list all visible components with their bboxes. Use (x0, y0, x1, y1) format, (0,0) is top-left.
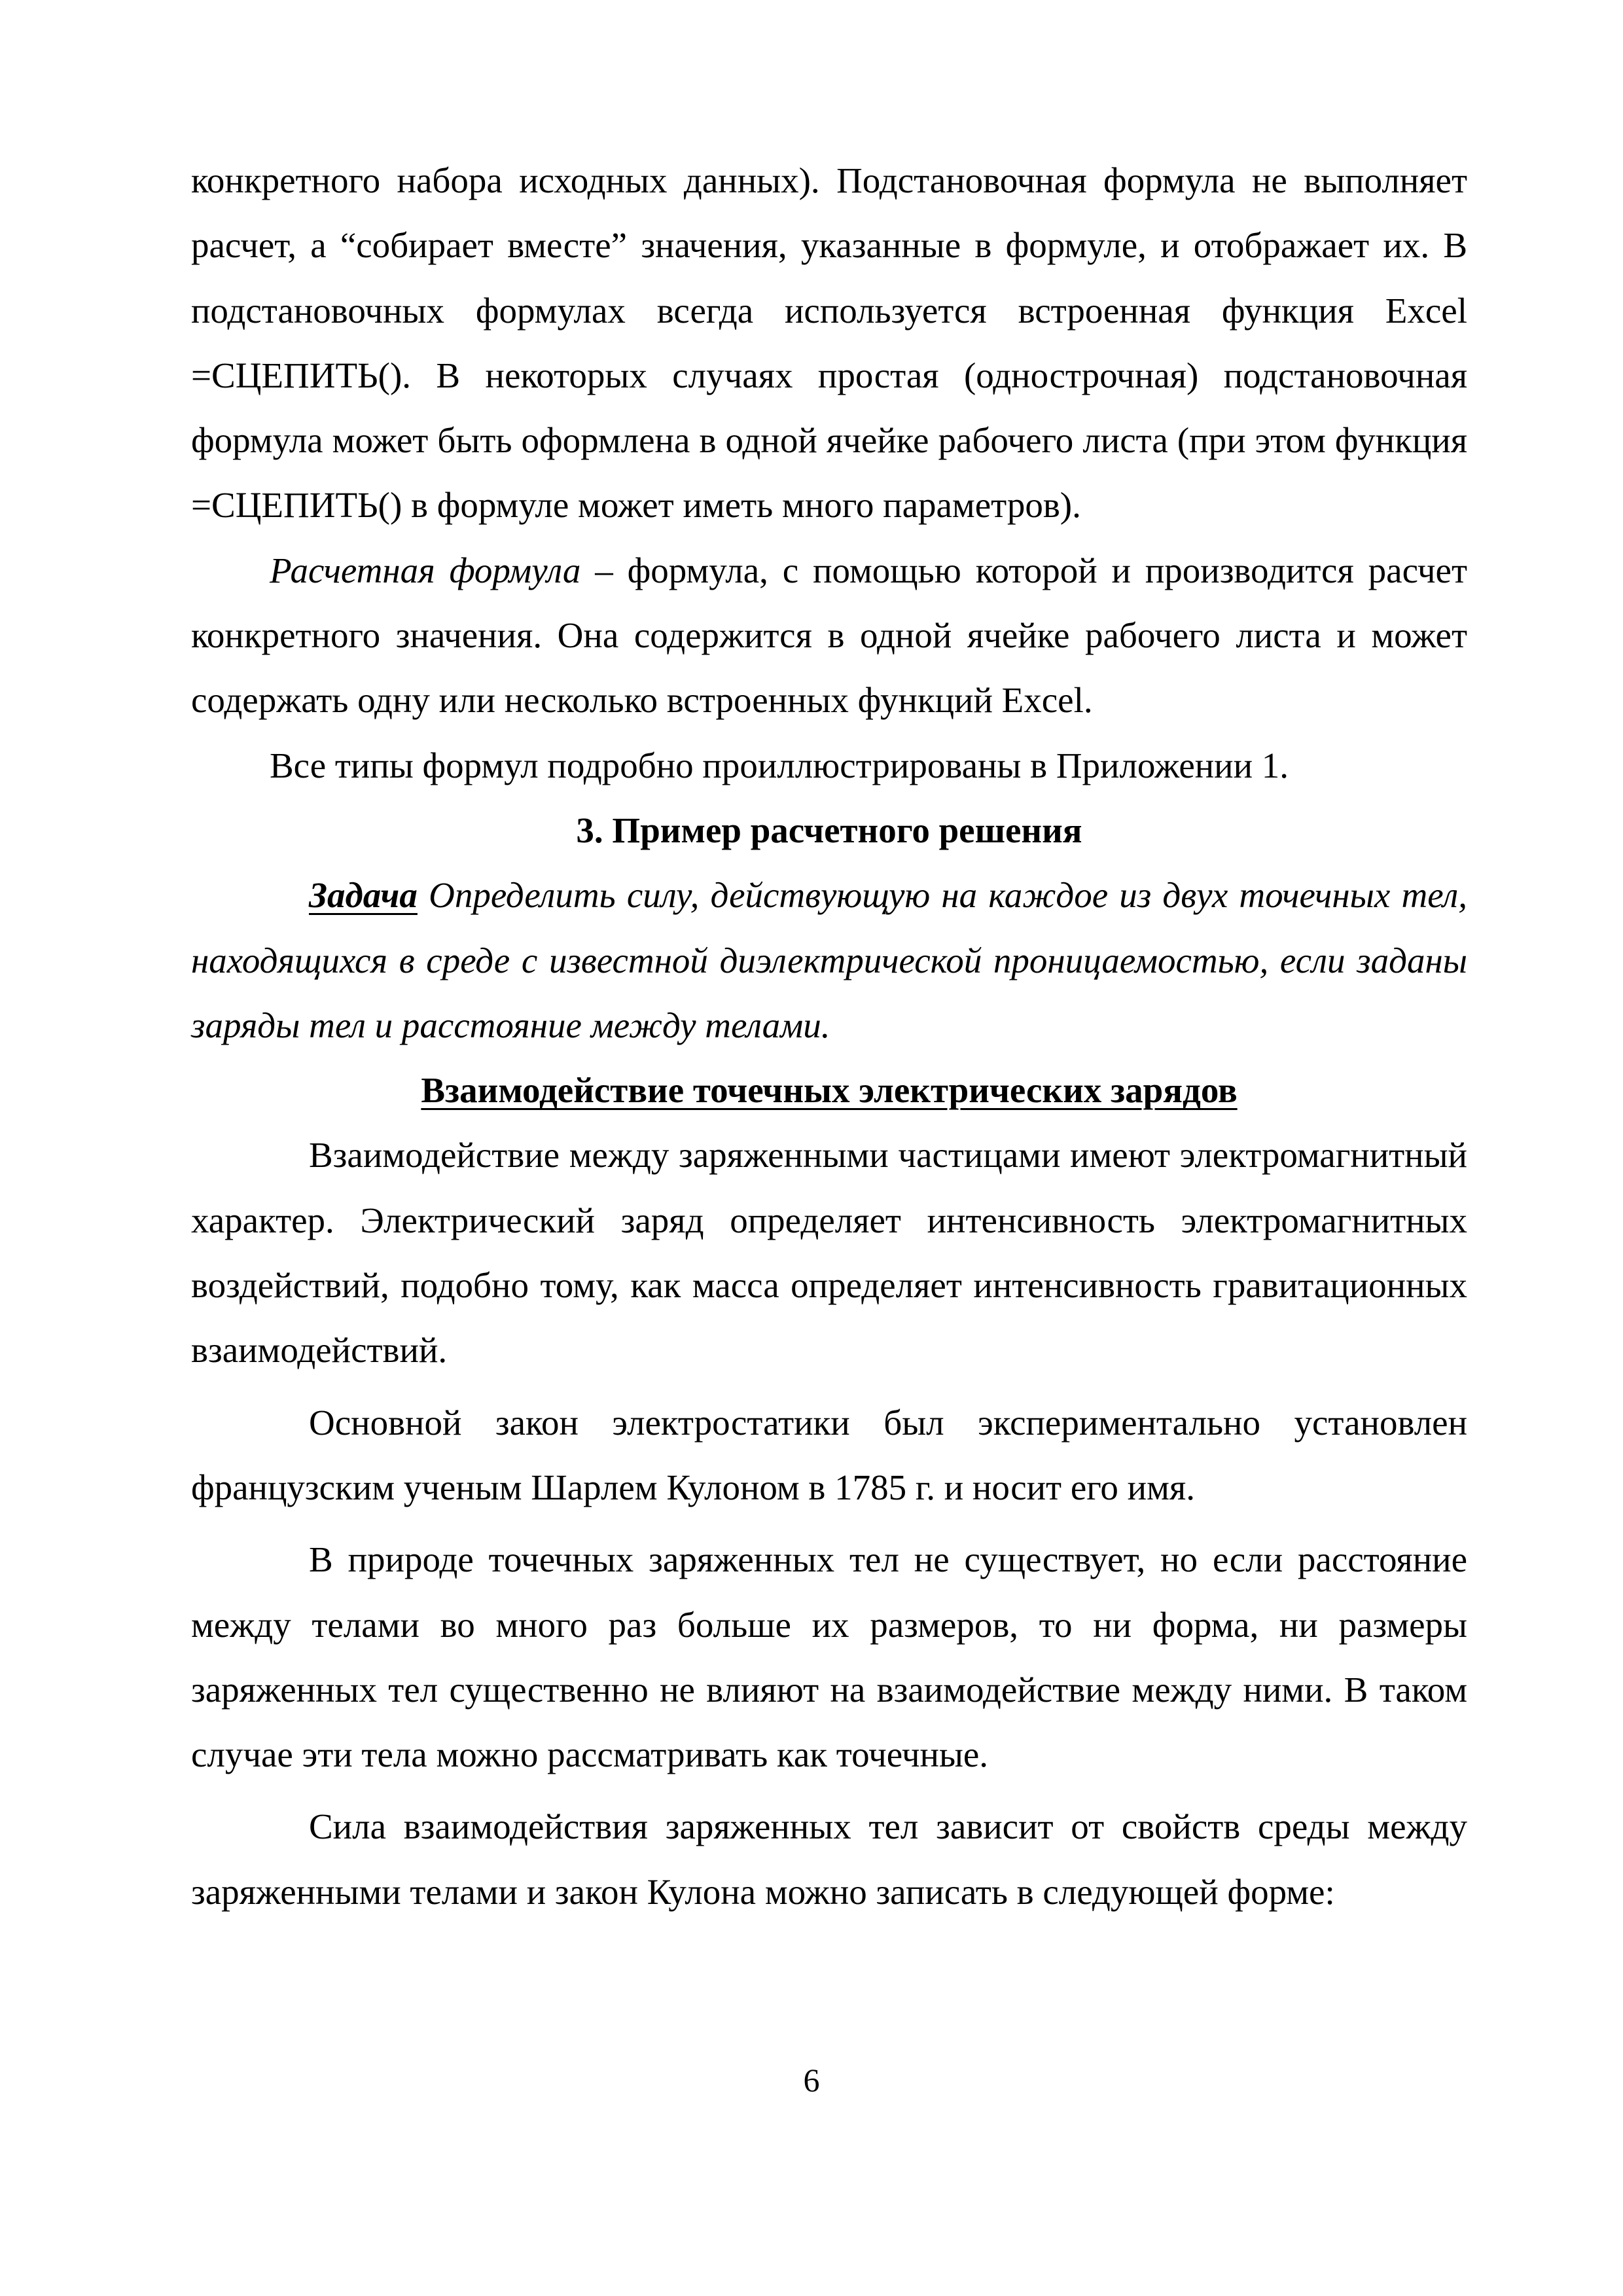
term-calculation-formula: Расчетная формула (270, 550, 581, 590)
task-text: Определить силу, действующую на каждое из двух точечных тел, находящихся в среде с известной диэлектрической проницаемостью, если заданы заряды тел и расстояние между телами. (191, 875, 1467, 1045)
paragraph-electromagnetic-interaction: Взаимодействие между заряженными частицами имеют электромагнитный характер. Электрический заряд определяет интенсивность электромагнитных воздействий, подобно тому, как масса определяет интенсивность гравитационных взаимодействий. (191, 1135, 1467, 1371)
page-body (191, 148, 1467, 1924)
paragraph-coulomb-law: Основной закон электростатики был экспериментально установлен французским ученым Шарлем Кулоном в 1785 г. и носит его имя. (191, 1402, 1467, 1507)
task-label: Задача (309, 875, 418, 916)
task-statement (191, 863, 1467, 1058)
paragraph-point-bodies: В природе точечных заряженных тел не существует, но если расстояние между телами во много раз больше их размеров, то ни форма, ни размеры заряженных тел существенно не влияют на взаимодействие между ними. В таком случае эти тела можно рассматривать как точечные. (191, 1539, 1467, 1775)
paragraph-medium-dependence: Сила взаимодействия заряженных тел зависит от свойств среды между заряженными телами и закон Кулона можно записать в следующей форме: (191, 1806, 1467, 1912)
paragraph-calculation-formula (191, 538, 1467, 733)
subheading-point-charges: Взаимодействие точечных электрических зарядов (421, 1070, 1238, 1111)
calculation-formula-definition: – формула, с помощью которой и производится расчет конкретного значения. Она содержится в одной ячейке рабочего листа и может содержать одну или несколько встроенных функций Excel. (191, 550, 1467, 721)
page-number: 6 (803, 2062, 820, 2098)
paragraph-substitution-formula: конкретного набора исходных данных). Подстановочная формула не выполняет расчет, а “собирает вместе” значения, указанные в формуле, и отображает их. В подстановочных формулах всегда используется встроенная функция Excel =СЦЕПИТЬ(). В некоторых случаях простая (однострочная) подстановочная формула может быть оформлена в одной ячейке рабочего листа (при этом функция =СЦЕПИТЬ() в формуле может иметь много параметров). (191, 160, 1467, 526)
section-heading: 3. Пример расчетного решения (576, 810, 1082, 850)
paragraph-formula-types: Все типы формул подробно проиллюстрированы в Приложении 1. (270, 745, 1289, 785)
